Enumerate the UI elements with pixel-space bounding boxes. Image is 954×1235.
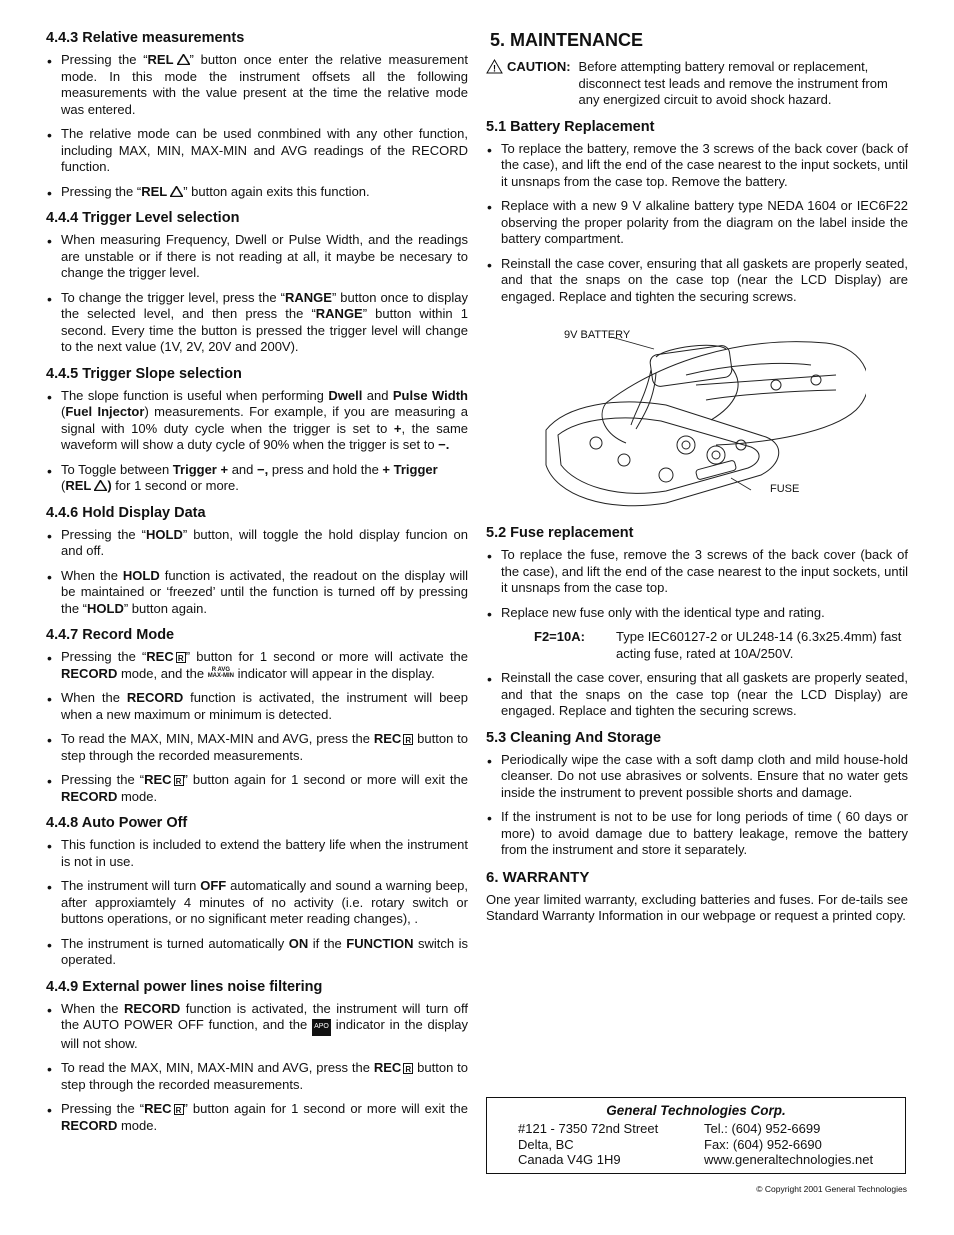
list-item: • Replace with a new 9 V alkaline battery type NEDA 1604 or IEC6F22 observing the proper polarity from the diagram on the label inside the battery compartment. (486, 198, 908, 248)
list-item: • When measuring Frequency, Dwell or Pulse Width, and the readings are unstable or if there is not reading at all, it maybe be necesary to change the trigger level. (46, 232, 468, 282)
warning-triangle-icon (486, 59, 503, 74)
rec-icon: R (174, 1104, 184, 1115)
battery-fuse-diagram (536, 325, 866, 515)
caution-label: CAUTION: (507, 59, 571, 74)
section-5-3 (486, 730, 908, 859)
section-title: 4.4.4 Trigger Level selection (46, 210, 240, 226)
section-4-4-9 (46, 979, 468, 1135)
list-item: • The relative mode can be used conmbined with any other function, including MAX, MIN, MAX-MIN and AVG readings of the RECORD function. (46, 126, 468, 176)
fuse-label: FUSE (770, 483, 800, 495)
section-4-4-3 (46, 30, 468, 200)
section-title: 4.4.8 Auto Power Off (46, 815, 188, 831)
meter-back-case-drawing (536, 325, 866, 515)
delta-triangle-icon (170, 186, 183, 197)
section-title: 5.2 Fuse replacement (486, 525, 634, 541)
section-4-4-5 (46, 366, 468, 495)
caution-notice (486, 59, 908, 109)
apo-indicator-icon: APO (312, 1019, 331, 1036)
list-item: • To Toggle between Trigger + and −, press and hold the + Trigger (REL ) for 1 second or more. (46, 462, 468, 495)
maintenance-heading: 5. MAINTENANCE (490, 30, 644, 50)
list-item: • When the RECORD function is activated, the instrument will beep when a new maximum or minimum is detected. (46, 690, 468, 723)
section-title: 4.4.9 External power lines noise filtering (46, 978, 323, 995)
rec-icon: R (403, 1063, 413, 1074)
warranty-text: One year limited warranty, excluding batteries and fuses. For de-tails see Standard Warranty Information in our webpage or request a printed copy. (486, 891, 908, 923)
list-item: • Reinstall the case cover, ensuring that all gaskets are properly seated, and that the snaps on the case top (near the LCD Display) are engaged. Replace and tighten the securing screws. (486, 256, 908, 306)
address-line-1: #121 - 7350 72nd Street (518, 1121, 659, 1136)
list-item: • Pressing the “REL ” button once enter the relative measurement mode. In this mode the instrument offsets all the following measurements with the value present at the time the relative mode was entered. (46, 52, 468, 118)
section-title: 5.3 Cleaning And Storage (486, 729, 662, 746)
company-name: General Technologies Corp. (606, 1103, 786, 1118)
list-item: • To replace the fuse, remove the 3 screws of the back cover (back of the case), and lift the end of the case nearest to the input sockets, until it unsnaps from the case top. (486, 547, 908, 597)
caution-text: Before attempting battery removal or replacement, disconnect test leads and remove the instrument from any energized circuit to avoid shock hazard. (578, 59, 888, 107)
list-item: • Periodically wipe the case with a soft damp cloth and mild house-hold cleanser. Do not use abrasives or solvents. Ensure that no water gets inside the instrument to prevent possible shorts and damage. (486, 752, 908, 802)
list-item: • Reinstall the case cover, ensuring that all gaskets are properly seated, and that the snaps on the case top (near the LCD Display) are engaged. Replace and tighten the securing screws. (486, 670, 908, 720)
list-item: • If the instrument is not to be use for long periods of time ( 60 days or more) to avoid damage due to battery leakage, remove the battery from the instrument and store it separately. (486, 809, 908, 859)
address-line-2: Delta, BC (518, 1136, 574, 1152)
left-column (46, 30, 468, 1144)
list-item: • Pressing the “REC R ” button again for 1 second or more will exit the RECORD mode. (46, 772, 468, 805)
section-title: 4.4.7 Record Mode (46, 627, 175, 643)
address-line-3: Canada V4G 1H9 (518, 1152, 621, 1167)
right-column (486, 30, 908, 925)
section-title: 4.4.3 Relative measurements (46, 30, 245, 46)
section-title: 4.4.6 Hold Display Data (46, 504, 206, 521)
rec-icon: R (403, 734, 413, 745)
list-item: • The instrument will turn OFF automatically and sound a warning beep, after approxiamtely 4 minutes of no activity (i.e. rotary switch or buttons operations, or no significant meter reading changes), . (46, 878, 468, 928)
rec-icon: R (176, 652, 186, 663)
section-4-4-4 (46, 210, 468, 356)
battery-label: 9V BATTERY (564, 329, 631, 341)
list-item: • To change the trigger level, press the “RANGE” button once to display the selected level, and then press the “RANGE” button within 1 second. Every time the button is pressed the trigger level will change to the next value (1V, 2V, 20V and 200V). (46, 290, 468, 356)
record-avg-indicator-icon: R AVG MAX-MIN (207, 666, 235, 679)
list-item: • Pressing the “REC R ” button for 1 second or more will activate the RECORD mode, and the R AVG MAX-MIN indicator will appear in the display. (46, 649, 468, 682)
delta-triangle-icon (177, 54, 190, 65)
company-contact-box (486, 1097, 906, 1174)
section-title: 4.4.5 Trigger Slope selection (46, 365, 242, 382)
list-item: • The slope function is useful when performing Dwell and Pulse Width (Fuel Injector) measurements. For example, if you are measuring a signal with 10% duty cycle when the trigger is set to +, the same waveform will show a duty cycle of 90% when the trigger is set to −. (46, 388, 468, 454)
section-4-4-6 (46, 505, 468, 618)
warranty-heading: 6. WARRANTY (486, 868, 590, 886)
rec-icon: R (174, 775, 184, 786)
fuse-spec-key: F2=10A (534, 629, 581, 644)
fuse-spec-value: Type IEC60127-2 or UL248-14 (6.3x25.4mm) fast acting fuse, rated at 10A/250V. (616, 629, 902, 661)
list-item: • Pressing the “REC R ” button again for 1 second or more will exit the RECORD mode. (46, 1101, 468, 1134)
list-item: • When the RECORD function is activated, the instrument will turn off the AUTO POWER OFF function, and the APO indicator in the display will not show. (46, 1001, 468, 1053)
section-5-1 (486, 119, 908, 306)
list-item: • To replace the battery, remove the 3 screws of the back cover (back of the case), and lift the end of the case nearest to the input sockets, until it unsnaps from the case top. Remove the battery. (486, 141, 908, 191)
list-item: • The instrument is turned automatically ON if the FUNCTION switch is operated. (46, 936, 468, 969)
list-item: • Pressing the “REL ” button again exits this function. (46, 184, 468, 201)
list-item: • When the HOLD function is activated, the readout on the display will be maintained or ‘freezed’ until the function is turned off by pressing the “HOLD” button again. (46, 568, 468, 618)
list-item: • Replace new fuse only with the identical type and rating. (486, 605, 908, 622)
list-item: • To read the MAX, MIN, MAX-MIN and AVG, press the REC R button to step through the recorded measurements. (46, 731, 468, 764)
section-4-4-8 (46, 815, 468, 969)
fuse-spec: F2=10A: Type IEC60127-2 or UL248-14 (6.3x25.4mm) fast acting fuse, rated at 10A/250V. (486, 629, 908, 662)
list-item: • This function is included to extend the battery life when the instrument is not in use. (46, 837, 468, 870)
delta-triangle-icon (94, 480, 107, 491)
fax: Fax: (604) 952-6690 (704, 1136, 822, 1152)
list-item: • To read the MAX, MIN, MAX-MIN and AVG, press the REC R button to step through the recorded measurements. (46, 1060, 468, 1093)
section-5-2 (486, 525, 908, 720)
copyright-notice: © Copyright 2001 General Technologies (756, 1184, 907, 1194)
website: www.generaltechnologies.net (704, 1152, 874, 1167)
section-4-4-7 (46, 627, 468, 805)
svg-text:!: ! (493, 63, 496, 74)
section-title: 5.1 Battery Replacement (486, 118, 655, 135)
telephone: Tel.: (604) 952-6699 (704, 1121, 821, 1136)
list-item: • Pressing the “HOLD” button, will toggle the hold display funcion on and off. (46, 527, 468, 560)
